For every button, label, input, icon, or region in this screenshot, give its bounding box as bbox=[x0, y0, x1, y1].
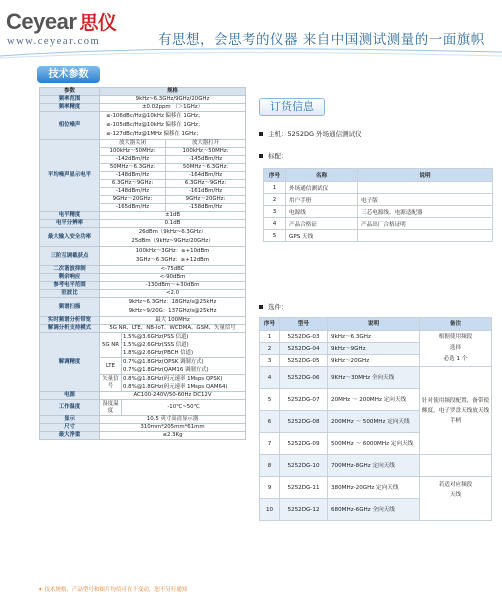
spec-table: 参数 规格 频率范围 9kHz~6.3GHz/9GHz/20GHz 频率精度 ±0.02ppm （＞1GHz） 相位噪声 ≤-106dBc/Hz@10kHz 偏移在 1GHz； ≤-105dBc/Hz@10kHz 偏移在 1GHz； ≤-127dBc/Hz@1MHz 偏移在 1GHz； 平均噪声显示电平 放大器关闭 放大器打开 100kHz～50MHz: 100kHz～50MHz: -142dBm/Hz -145dBm/Hz 50MHz～6.3GHz: 50MHz～6.3GHz: -148dBm/Hz -164dBm/Hz 6.3GHz～9GHz: 6.3GHz～9GHz: -148dBm/Hz -161dBm/Hz 9GHz～20GHz: 9GHz～20GHz: -165dBm/Hz -158dBm/Hz 电平精度 ±1dB 电平分辨率 0.1dB 最大输入安全功率 26dBm（9kHz~6.3GHz） 25dBm（9kHz~9GHz/20GHz） 三阶互调截获点 100kHz～3GHz：≥+10dBm 3GHz～6.3GHz：≥+12dBm 二次谐波抑制 <-75dBC 剩余响应 <-90dBm 参考电平范围 -130dBm～+30dBm 驻波比 <2.0 频谱扫描 9kHz~6.3GHz：18GHz/s@25kHz 9kHz~9/20G：137GHz/s@25kHz 实时频谱分析带宽 最大 100MHz 解调分析支持模式 5G NR、LTE、NB-IoT、WCDMA、GSM、矢量信号 解调精度 5G NR 1.5%@3.6GHz(PSS 信道) 1.5%@2.6GHz(SSS 信道) 1.8%@2.6GHz(PBCH 信道) LTE 0.7%@1.8GHz(QPSK 调制方式) 0.7%@1.8GHz(QAM16 调制方式) 矢量信号 0.8%@1.8GHz(码元速率 1Msps QPSK) 0.8%@1.8GHz(码元速率 1Msps QAM64) 电源 AC100-240V/50-60Hz DC12V 工作温度 湿度温度 -10℃~50℃ 显示 10.5 英寸高清显示器 尺寸 310mm*205mm*61mm 最大净重 ≤2.3Kg bbox=[39, 87, 246, 440]
table-row: 1 外场通信测试仪 bbox=[264, 182, 493, 194]
spec-row-weight: 最大净重 ≤2.3Kg bbox=[40, 432, 246, 440]
bullet-icon bbox=[259, 305, 263, 309]
bullet-icon bbox=[259, 154, 263, 158]
spec-row-temp: 工作温度 湿度温度 -10℃~50℃ bbox=[40, 400, 246, 416]
table-row: 2 用户手册 电子版 bbox=[264, 194, 493, 206]
options-line: 选件： bbox=[259, 302, 288, 311]
spec-row-vswr: 驻波比 <2.0 bbox=[40, 290, 246, 298]
spec-row-display: 显示 10.5 英寸高清显示器 bbox=[40, 416, 246, 424]
spec-row-demod-std: 解调分析支持模式 5G NR、LTE、NB-IoT、WCDMA、GSM、矢量信号 bbox=[40, 325, 246, 333]
spec-row-phase-noise: 相位噪声 ≤-106dBc/Hz@10kHz 偏移在 1GHz； ≤-105dBc/Hz@10kHz 偏移在 1GHz； ≤-127dBc/Hz@1MHz 偏移在 1GHz； bbox=[40, 112, 246, 140]
std-header-row: 序号 名称 说明 bbox=[264, 169, 493, 182]
spec-row-freq-range: 频率范围 9kHz~6.3GHz/9GHz/20GHz bbox=[40, 96, 246, 104]
table-row: 7 5252DG-09 500MHz ～ 6000MHz 定向天线 bbox=[260, 433, 492, 455]
spec-row-freq-acc: 频率精度 ±0.02ppm （＞1GHz） bbox=[40, 104, 246, 112]
bullet-icon bbox=[259, 132, 263, 136]
footer-note: ✦ 技术规格、产品型号和图片均信可在不变动，恕不另行通知 bbox=[38, 587, 188, 593]
spec-row-demod-nr: 解调精度 5G NR 1.5%@3.6GHz(PSS 信道) 1.5%@2.6GHz(SSS 信道) 1.8%@2.6GHz(PBCH 信道) bbox=[40, 333, 246, 358]
spec-row-demod-lte: LTE 0.7%@1.8GHz(QPSK 调制方式) 0.7%@1.8GHz(QAM16 调制方式) bbox=[40, 358, 246, 375]
spec-row-max-input: 最大输入安全功率 26dBm（9kHz~6.3GHz） 25dBm（9kHz~9GHz/20GHz） bbox=[40, 228, 246, 247]
spec-row-danl-head: 平均噪声显示电平 放大器关闭 放大器打开 bbox=[40, 140, 246, 148]
table-row: 5 GPS 天线 bbox=[264, 230, 493, 242]
table-row: 8 5252DG-10 700MHz-8GHz 定向天线 bbox=[260, 455, 492, 477]
options-table bbox=[259, 317, 492, 521]
main-unit-line: 主机：5252DG 外场通信测试仪 bbox=[259, 129, 362, 138]
standard-config-table bbox=[263, 168, 493, 242]
table-row: 4 产品合格证 产品出厂合格证明 bbox=[264, 218, 493, 230]
table-row: 6 5252DG-08 200MHz ～ 500MHz 定向天线 bbox=[260, 411, 492, 433]
spec-row-power: 电源 AC100-240V/50-60Hz DC12V bbox=[40, 392, 246, 400]
spec-row-ref: 参考电平范围 -130dBm～+30dBm bbox=[40, 282, 246, 290]
spec-row-toi: 三阶互调截获点 100kHz～3GHz：≥+10dBm 3GHz～6.3GHz：≥+12dBm bbox=[40, 247, 246, 266]
table-row: 10 5252DG-12 680MHz-6GHz 全向天线 bbox=[260, 499, 492, 521]
spec-col-spec: 规格 bbox=[100, 88, 246, 96]
spec-row-demod-vec: 矢量信号 0.8%@1.8GHz(码元速率 1Msps QPSK) 0.8%@1.8GHz(码元速率 1Msps QAM64) bbox=[40, 375, 246, 392]
website-text: www.ceyear.com bbox=[7, 36, 101, 47]
header-swoosh-decoration bbox=[0, 46, 502, 60]
spec-row-spur: 剩余响应 <-90dBm bbox=[40, 274, 246, 282]
spec-col-param: 参数 bbox=[40, 88, 100, 96]
order-section-title: 订货信息 bbox=[259, 98, 325, 116]
spec-row-rt-bw: 实时频谱分析带宽 最大 100MHz bbox=[40, 317, 246, 325]
remark-band-select: 根据使用频段 选择 必选 1 个 bbox=[420, 331, 492, 367]
spec-header-row bbox=[40, 88, 246, 96]
table-row: 1 5252DG-03 9kHz～6.3GHz 根据使用频段 选择 必选 1 个 bbox=[260, 331, 492, 343]
remark-antenna-config: 针对使用频段配置，备带使额度，电子罗盘天线放天线手柄 bbox=[420, 367, 492, 455]
table-row: 2 5252DG-04 9kHz～9GHz bbox=[260, 343, 492, 355]
brand-logo: Ceyear 思仪 bbox=[6, 9, 117, 34]
table-row: 5 5252DG-07 20MHz ～ 200MHz 定向天线 bbox=[260, 389, 492, 411]
spec-row-shi: 二次谐波抑制 <-75dBC bbox=[40, 266, 246, 274]
standard-config-line: 标配： bbox=[259, 151, 288, 160]
spec-row-level-res: 电平分辨率 0.1dB bbox=[40, 220, 246, 228]
slogan: 有思想，会思考的仪器 来自中国测试测量的一面旗帜 bbox=[158, 32, 485, 48]
table-row: 3 电源线 三芯电源线、电源适配器 bbox=[264, 206, 493, 218]
table-row: 3 5252DG-05 9kHz～20GHz bbox=[260, 355, 492, 367]
page-header bbox=[0, 0, 502, 58]
opt-header-row: 序号 型号 说明 备注 bbox=[260, 318, 492, 331]
table-row: 4 5252DG-06 9KHz～30MHz 全向天线 针对使用频段配置，备带使额度，电子罗盘天线放天线手柄 bbox=[260, 367, 492, 389]
spec-row-level-acc: 电平精度 ±1dB bbox=[40, 212, 246, 220]
table-row: 9 5252DG-11 380MHz-20GHz 定向天线 若适对应频段 天线 bbox=[260, 477, 492, 499]
remark-select-antenna: 若适对应频段 天线 bbox=[420, 477, 492, 521]
spec-section-title: 技术参数 bbox=[37, 66, 100, 83]
spec-row-sweep: 频谱扫描 9kHz~6.3GHz：18GHz/s@25kHz 9kHz~9/20G：137GHz/s@25kHz bbox=[40, 298, 246, 317]
spec-row-size: 尺寸 310mm*205mm*61mm bbox=[40, 424, 246, 432]
